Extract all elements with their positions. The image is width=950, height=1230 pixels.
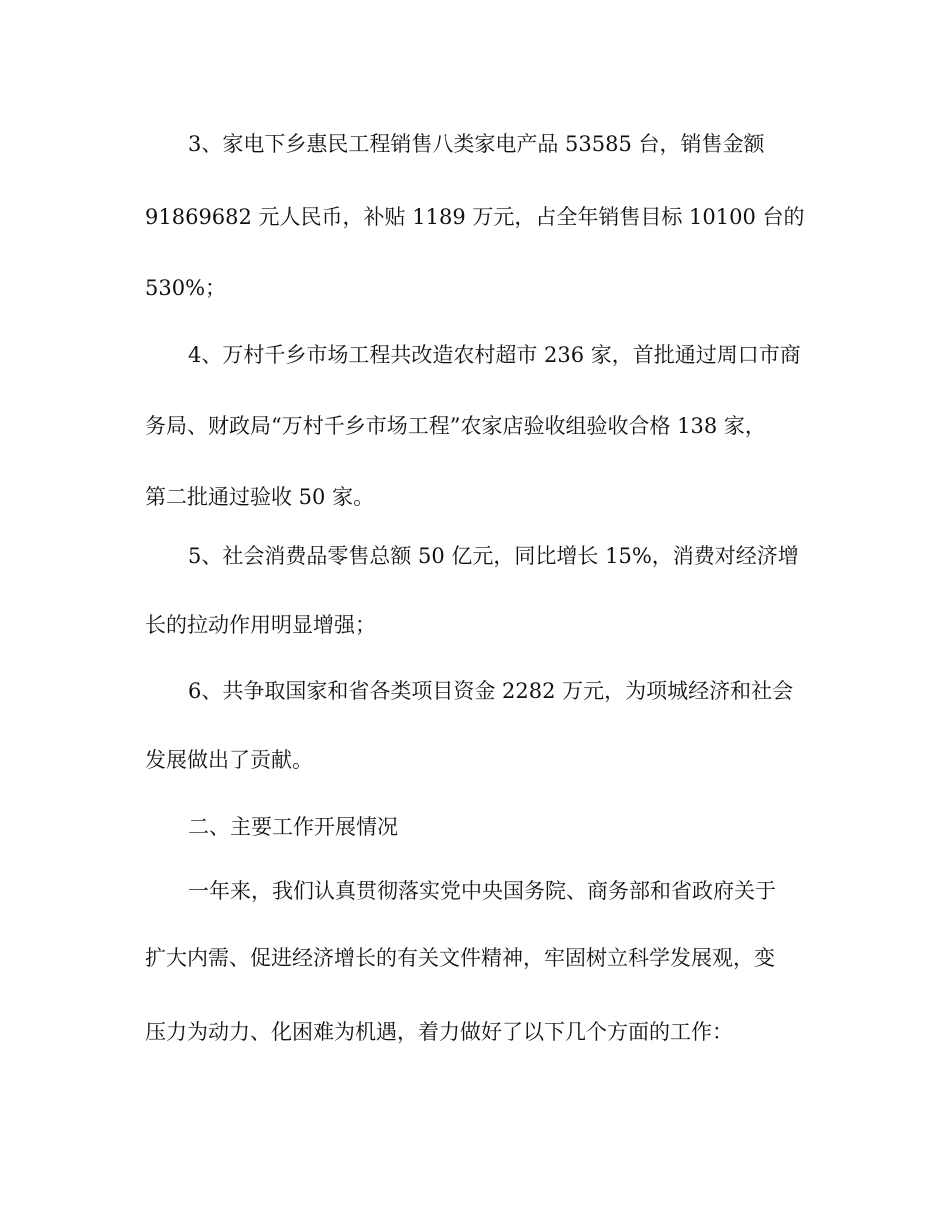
paragraph-line-3: 压力为动力、化困难为机遇，着力做好了以下几个方面的工作： <box>145 1020 733 1044</box>
item-4-line-3: 第二批通过验收 50 家。 <box>145 485 375 509</box>
item-5-line-2: 长的拉动作用明显增强； <box>145 613 376 637</box>
item-4-line-1: 4、万村千乡市场工程共改造农村超市 236 家，首批通过周口市商 <box>188 343 801 367</box>
paragraph-line-1: 一年来，我们认真贯彻落实党中央国务院、商务部和省政府关于 <box>188 879 776 903</box>
item-3-line-2: 91869682 元人民币，补贴 1189 万元，占全年销售目标 10100 台的 <box>145 205 805 229</box>
item-4-line-2: 务局、财政局“万村千乡市场工程”农家店验收组验收合格 138 家， <box>145 414 766 438</box>
section-heading: 二、主要工作开展情况 <box>188 815 398 839</box>
item-3-line-3: 530%； <box>145 276 227 300</box>
item-6-line-2: 发展做出了贡献。 <box>145 748 313 772</box>
paragraph-line-2: 扩大内需、促进经济增长的有关文件精神，牢固树立科学发展观，变 <box>145 946 775 970</box>
item-3-line-1: 3、家电下乡惠民工程销售八类家电产品 53585 台，销售金额 <box>188 132 765 156</box>
item-6-line-1: 6、共争取国家和省各类项目资金 2282 万元，为项城经济和社会 <box>188 679 794 703</box>
item-5-line-1: 5、社会消费品零售总额 50 亿元，同比增长 15%，消费对经济增 <box>188 544 799 568</box>
